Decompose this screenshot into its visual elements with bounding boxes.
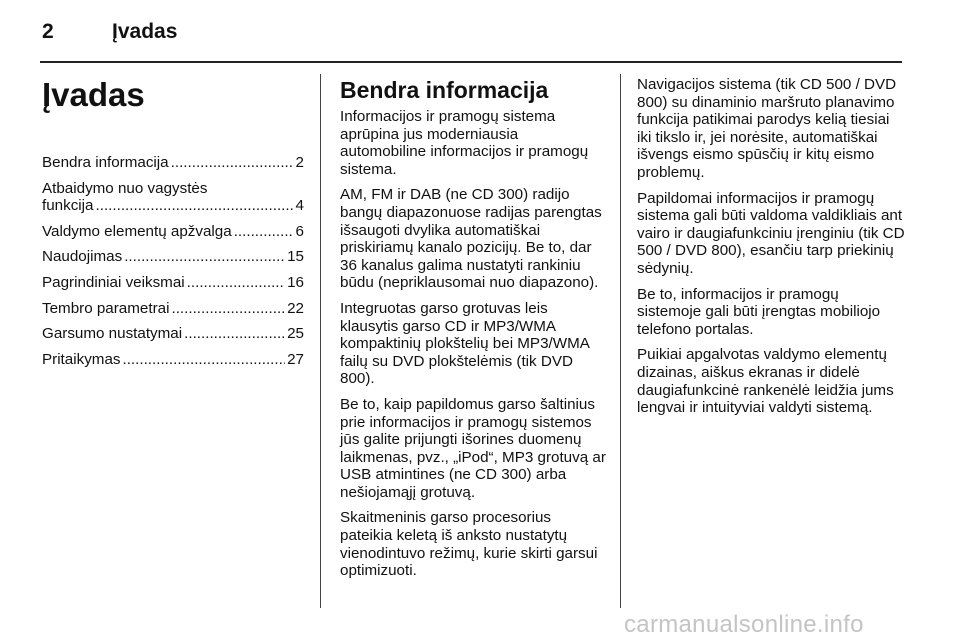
toc-leader (171, 300, 285, 318)
body-paragraph: Navigacijos sistema (tik CD 500 / DVD 800) su dinaminio maršruto planavimo funkcija patikimai parodys kelią tiesiai iki tikslo ir, jei norėsite, automatiškai išvengs eismo spūsčių ir kitų eismo problemų. (637, 76, 897, 181)
body-paragraph: Puikiai apgalvotas valdymo elementų dizainas, aiškus ekranas ir didelė daugiafunkcinė rankenėlė leidžia jums lengvai ir intuityviai valdyti sistemą. (637, 346, 894, 417)
watermark: carmanualsonline.info (624, 611, 864, 638)
toc-item-pagrindiniai-veiksmai[interactable] (42, 274, 304, 292)
toc-item-garsumo-nustatymai[interactable] (42, 325, 304, 343)
toc-item-valdymo-elementu-apzvalga[interactable] (42, 223, 304, 241)
toc-page: 27 (287, 350, 304, 368)
toc-leader (184, 325, 285, 343)
chapter-heading: Įvadas (42, 76, 145, 113)
toc-item-atbaidymo-funkcija[interactable] (42, 180, 304, 215)
body-paragraph: Skaitmeninis garso procesorius pateikia keletą iš anksto nustatytų vienodintuvo režimų, kurie skirti garsui optimizuoti. (340, 509, 598, 580)
header-rule (40, 61, 902, 63)
body-paragraph: Papildomai informacijos ir pramogų sistema gali būti valdoma valdikliais ant vairo ir daugiafunkciniu įrenginiu (tik CD 500 / DVD 800), esančiu tarp priekinių sėdynių. (637, 189, 905, 277)
toc-label: Garsumo nustatymai (42, 325, 183, 343)
toc-leader (124, 248, 285, 266)
toc-label: Naudojimas (42, 248, 123, 266)
continued-column (637, 76, 907, 425)
toc-page: 6 (295, 222, 304, 240)
toc-column (42, 76, 304, 376)
page-number: 2 (42, 20, 54, 43)
body-paragraph: Integruotas garso grotuvas leis klausytis garso CD ir MP3/WMA kompaktinių plokštelių bei MP3/WMA failų su DVD plokštelėmis (tik DVD 800). (340, 299, 590, 388)
toc-label: Pagrindiniai veiksmai (42, 273, 185, 291)
toc-label: Pritaikymas (42, 350, 121, 368)
chapter-title: Įvadas (112, 20, 178, 43)
toc-page: 15 (287, 248, 304, 266)
general-info-column (340, 76, 606, 588)
column-divider-1 (320, 74, 321, 608)
body-paragraph: AM, FM ir DAB (ne CD 300) radijo bangų diapazonuose radijas parengtas išsaugoti dvylika automatiškai priskiriamų kanalo pozicijų. Be to, dar 36 kanalus galima nustatyti rankiniu būdu (nepriklausomai nuo diapazono). (340, 186, 602, 292)
toc-leader (122, 351, 285, 369)
body-paragraph: Be to, informacijos ir pramogų sistemoje gali būti įrengtas mobiliojo telefono portalas. (637, 285, 881, 338)
toc-page: 4 (295, 197, 304, 215)
toc-label: Bendra informacija (42, 154, 169, 171)
toc-leader (187, 274, 285, 292)
toc-item-pritaikymas[interactable] (42, 351, 304, 369)
column-divider-2 (620, 74, 621, 608)
table-of-contents (42, 154, 304, 368)
toc-label-line1: Atbaidymo nuo vagystės (42, 179, 208, 197)
toc-item-naudojimas[interactable] (42, 248, 304, 266)
toc-label: funkcija (42, 197, 94, 215)
toc-page: 2 (295, 154, 304, 171)
section-heading: Bendra informacija (340, 77, 549, 103)
body-paragraph: Informacijos ir pramogų sistema aprūpina jus moderniausia automobiline informacijos ir pramogų sistema. (340, 108, 589, 178)
toc-leader (96, 197, 294, 215)
toc-page: 16 (287, 273, 304, 291)
toc-leader (234, 223, 294, 241)
toc-page: 25 (287, 325, 304, 343)
toc-item-bendra-informacija[interactable] (42, 154, 304, 172)
toc-label: Tembro parametrai (42, 299, 170, 317)
toc-page: 22 (287, 299, 304, 317)
toc-label: Valdymo elementų apžvalga (42, 222, 232, 240)
body-paragraph: Be to, kaip papildomus garso šaltinius prie informacijos ir pramogų sistemos jūs galite prijungti išorines duomenų laikmenas, pvz., „iPod“, MP3 grotuvą ar USB atmintines (ne CD 300) arba nešiojamąjį grotuvą. (340, 395, 606, 501)
toc-leader (171, 154, 294, 172)
toc-item-tembro-parametrai[interactable] (42, 300, 304, 318)
